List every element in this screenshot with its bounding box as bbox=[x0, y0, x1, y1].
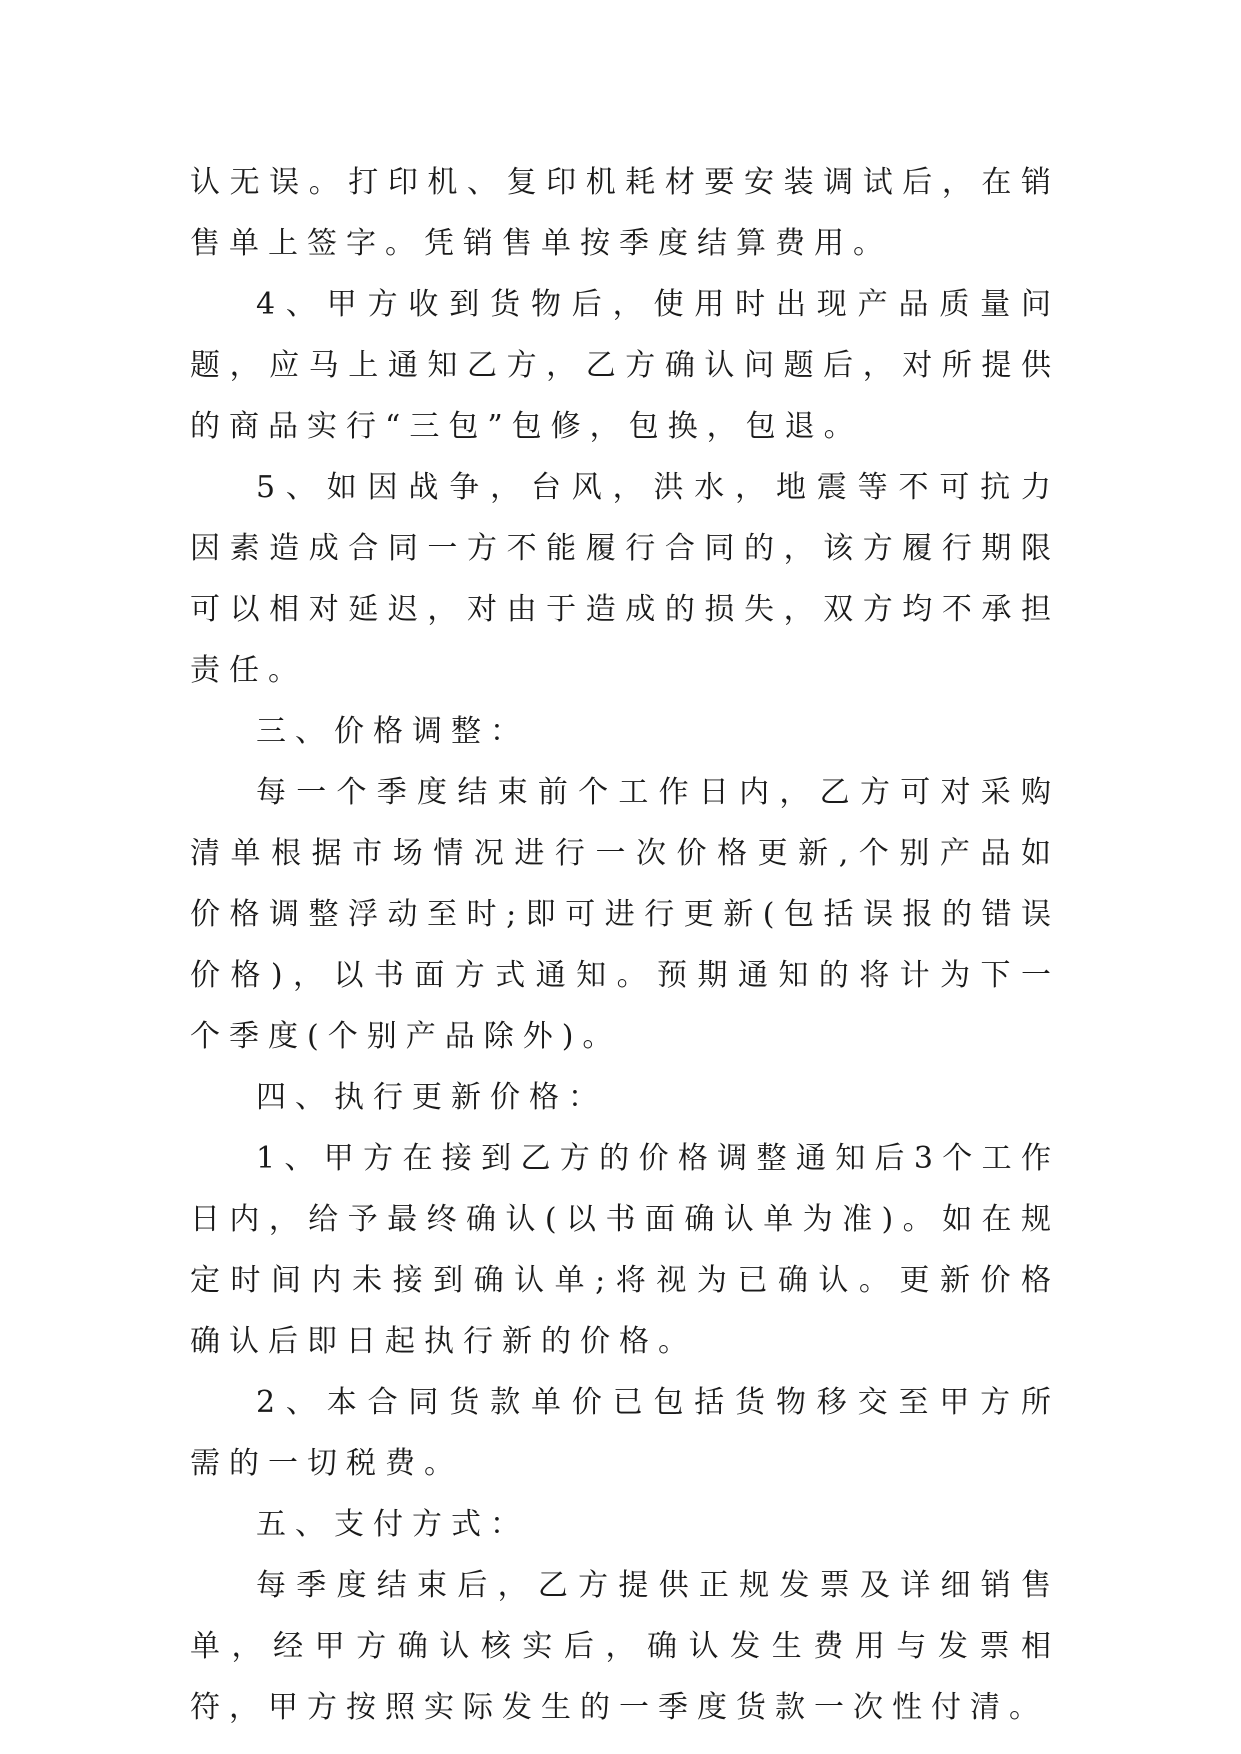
document-page bbox=[190, 152, 1060, 1738]
section-heading-execute-price: 四、执行更新价格： bbox=[256, 1080, 607, 1115]
paragraph-clause-5: 5、如因战争，台风，洪水，地震等不可抗力因素造成合同一方不能履行合同的，该方履行期限可以相对延迟，对由于造成的损失，双方均不承担责任。 bbox=[190, 470, 1060, 688]
paragraph-continuation: 认无误。打印机、复印机耗材要安装调试后，在销售单上签字。凭销售单按季度结算费用。 bbox=[190, 165, 1060, 261]
paragraph-payment: 每季度结束后，乙方提供正规发票及详细销售单，经甲方确认核实后，确认发生费用与发票相符，甲方按照实际发生的一季度货款一次性付清。 bbox=[190, 1568, 1060, 1725]
section-heading-payment: 五、支付方式： bbox=[256, 1507, 529, 1542]
paragraph-clause-4: 4、甲方收到货物后，使用时出现产品质量问题，应马上通知乙方，乙方确认问题后，对所提供的商品实行“三包”包修，包换，包退。 bbox=[190, 287, 1060, 444]
paragraph-execute-price-2: 2、本合同货款单价已包括货物移交至甲方所需的一切税费。 bbox=[190, 1385, 1060, 1481]
section-heading-price-adjustment: 三、价格调整： bbox=[256, 714, 529, 749]
paragraph-execute-price-1: 1、甲方在接到乙方的价格调整通知后3个工作日内，给予最终确认(以书面确认单为准)。如在规定时间内未接到确认单;将视为已确认。更新价格确认后即日起执行新的价格。 bbox=[190, 1141, 1060, 1359]
paragraph-price-adjustment: 每一个季度结束前个工作日内，乙方可对采购清单根据市场情况进行一次价格更新,个别产品如价格调整浮动至时;即可进行更新(包括误报的错误价格)，以书面方式通知。预期通知的将计为下一个季度(个别产品除外)。 bbox=[190, 775, 1060, 1054]
